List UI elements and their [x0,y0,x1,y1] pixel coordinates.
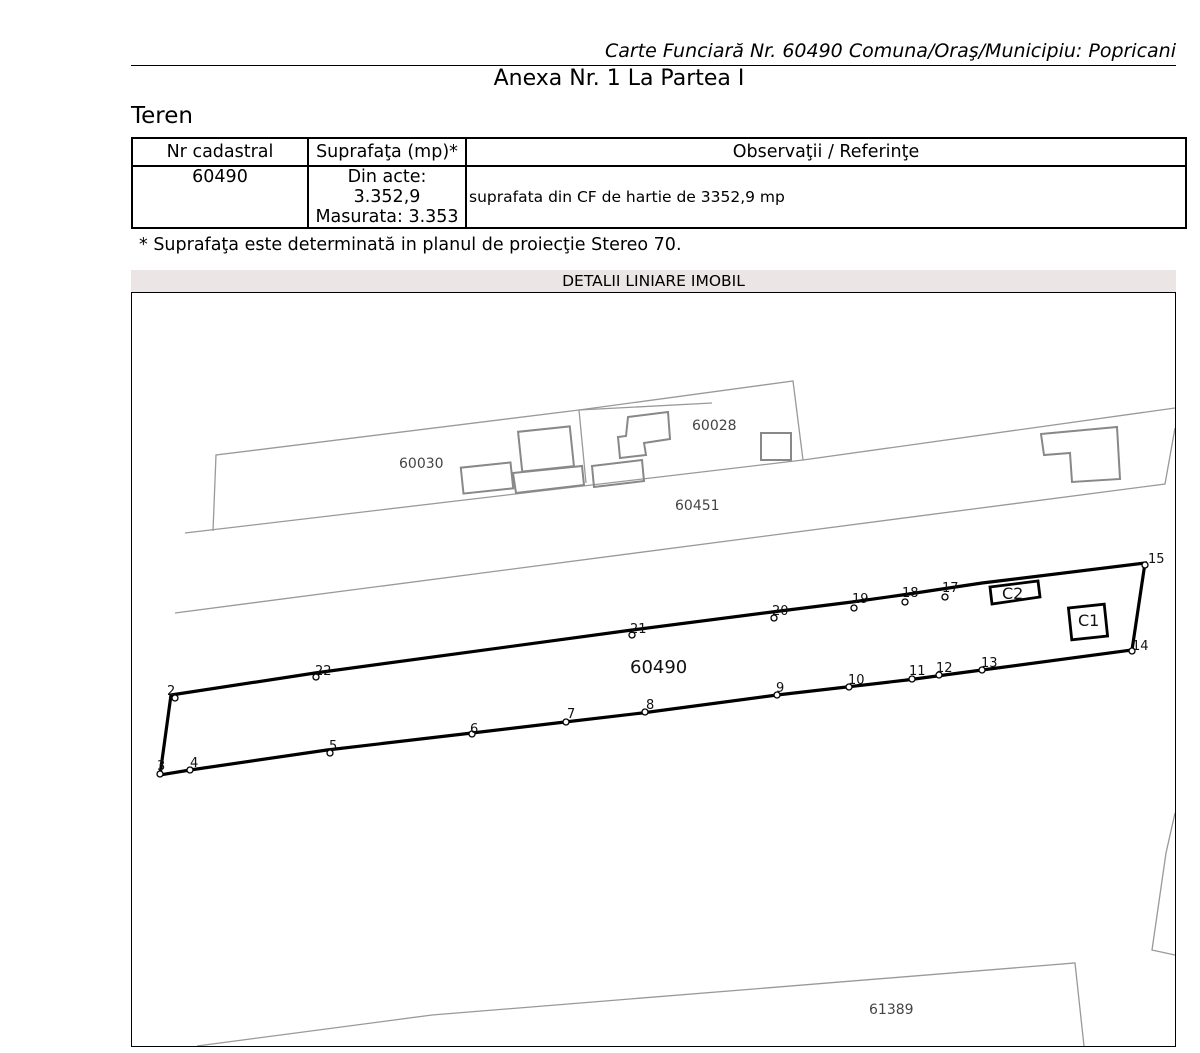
point-5: 5 [329,739,338,754]
table-header-row [132,138,1186,166]
building-60030-b [461,462,513,493]
plan-drawing [132,293,1175,1046]
point-20: 20 [772,604,789,619]
cell-nr-cadastral: 60490 [132,166,308,228]
parcel-labels [399,418,1099,1018]
point-15: 15 [1148,552,1165,567]
point-7: 7 [567,707,576,722]
cell-suprafata [308,166,466,228]
table-row [132,166,1186,228]
parcel-61389-outline [197,963,1084,1046]
point-13: 13 [981,656,998,671]
annex-title: Anexa Nr. 1 La Partea I [493,66,745,91]
point-21: 21 [630,622,647,637]
point-2: 2 [167,684,176,699]
label-60490: 60490 [630,657,688,678]
label-61389: 61389 [869,1002,914,1018]
point-6: 6 [470,722,479,737]
point-17: 17 [942,581,959,596]
point-8: 8 [646,698,655,713]
point-22: 22 [315,664,332,679]
building-60030-a [518,426,574,471]
parcel-60028-outline [579,381,803,460]
parcel-60451-outline [185,408,1175,533]
col-observatii: Observaţii / Referinţe [466,138,1186,166]
point-14: 14 [1132,639,1149,654]
point-11: 11 [909,664,926,679]
cadastral-plan [131,292,1176,1047]
building-east [1041,427,1120,482]
col-suprafata: Suprafaţa (mp)* [308,138,466,166]
building-60028-a [618,412,670,458]
suprafata-masurata: Masurata: 3.353 [315,207,459,227]
building-60030-c [513,466,584,493]
label-c1: C1 [1078,611,1100,630]
label-60451: 60451 [675,498,720,514]
building-60028-c [761,433,791,460]
point-4: 4 [190,756,199,771]
building-60028-b [592,460,644,487]
suprafata-acte-value: 3.352,9 [353,187,421,207]
label-c2: C2 [1002,584,1024,603]
detalii-liniare-header: DETALII LINIARE IMOBIL [131,270,1176,292]
suprafata-acte-label: Din acte: [347,167,427,187]
parcel-60451-south-edge [175,428,1175,613]
cell-observatii: suprafata din CF de hartie de 3352,9 mp [466,166,1186,228]
point-19: 19 [852,592,869,607]
parcel-east-outline [1152,813,1175,955]
carte-funciara-header: Carte Funciară Nr. 60490 Comuna/Oraş/Municipiu: Popricani [604,40,1176,62]
teren-section-title: Teren [131,103,193,129]
point-12: 12 [936,661,953,676]
teren-table [131,137,1187,229]
point-9: 9 [776,681,785,696]
point-10: 10 [848,673,865,688]
point-3: 3 [157,759,166,774]
label-60028: 60028 [692,418,737,434]
stereo70-footnote: * Suprafaţa este determinată in planul de proiecţie Stereo 70. [139,235,682,255]
col-nr-cadastral: Nr cadastral [132,138,308,166]
label-60030: 60030 [399,456,444,472]
point-18: 18 [902,586,919,601]
